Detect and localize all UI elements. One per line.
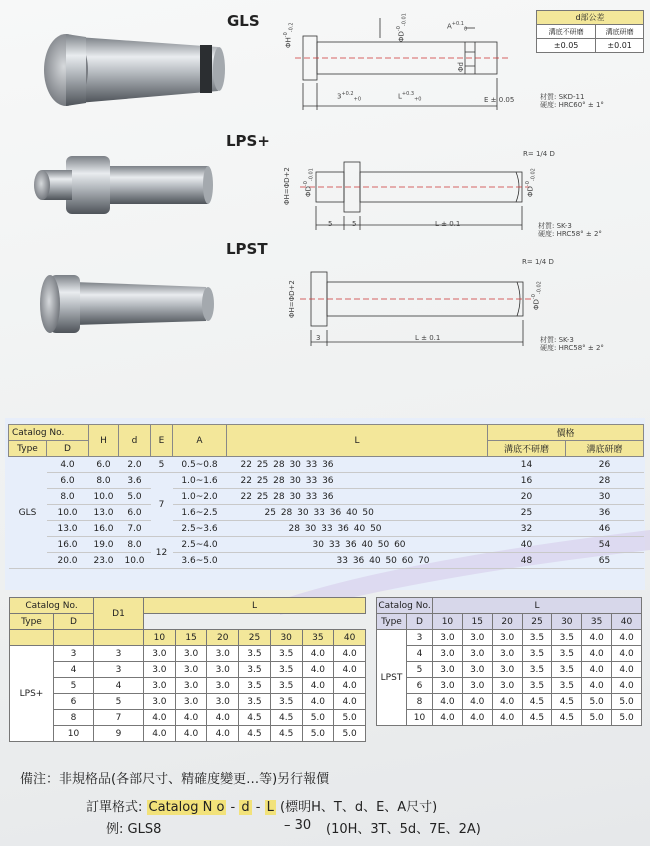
cell: 4.0	[492, 710, 522, 726]
lps-L-col: 30	[270, 630, 302, 646]
cell: 8.0	[47, 489, 89, 505]
cell: 22 25 28 30 33 36	[227, 489, 488, 505]
table-row	[10, 646, 366, 662]
gls-h-ground: 溝底研磨	[566, 441, 644, 457]
cell: 16	[488, 473, 566, 489]
lps-dim-5b: 5	[352, 220, 357, 228]
cell: 3.0	[207, 646, 239, 662]
lpst-L-col: 35	[582, 614, 612, 630]
order-d: d	[241, 800, 250, 815]
lpst-h-catalog: Catalog No.	[377, 598, 433, 614]
gls-dim-H: $\Phi H^{-0}_{-0.2}$	[283, 22, 295, 48]
cell: 4.0	[302, 662, 334, 678]
lpst-hardness: 硬度: HRC58° ± 2°	[540, 344, 604, 352]
cell: 22 25 28 30 33 36	[227, 457, 488, 473]
cell: 9	[94, 726, 144, 742]
table-row	[10, 694, 366, 710]
cell: 33 36 40 50 60 70	[227, 553, 488, 569]
lpst-L-col: 15	[462, 614, 492, 630]
table-row	[9, 553, 644, 569]
cell: 7.0	[119, 521, 151, 537]
cell: 1.6~2.5	[173, 505, 227, 521]
gls-h-H: H	[89, 425, 119, 457]
cell: 5	[151, 457, 173, 473]
cell: 10.0	[119, 553, 151, 569]
cell: 19.0	[89, 537, 119, 553]
cell: 28 30 33 36 40 50	[227, 521, 488, 537]
gls-dim-D: $\Phi D^{-0}_{-0.01}$	[396, 13, 408, 42]
cell: 4.0	[612, 678, 642, 694]
cell: 4	[94, 678, 144, 694]
cell: 46	[566, 521, 644, 537]
cell: 10	[407, 710, 433, 726]
cell: 7	[94, 710, 144, 726]
lpst-dim-D: $\Phi D^{-0}_{-0.02}$	[531, 281, 543, 310]
cell: 3.5	[239, 694, 271, 710]
lps-pin-photo	[28, 150, 228, 225]
example-L: – 30	[284, 818, 312, 833]
cell: 5.0	[334, 710, 366, 726]
gls-title: GLS	[227, 12, 260, 30]
cell: 36	[566, 505, 644, 521]
cell: 20	[488, 489, 566, 505]
lps-radius: R= 1/4 D	[523, 150, 555, 158]
lpst-table	[376, 597, 642, 726]
lps-L-col: 25	[239, 630, 271, 646]
table-row	[377, 710, 642, 726]
cell: 4.0	[334, 694, 366, 710]
lpst-dim-3: 3	[316, 334, 321, 342]
cell: 8	[407, 694, 433, 710]
cell: 4.0	[207, 726, 239, 742]
cell: 8	[54, 710, 94, 726]
cell: 3.0	[144, 678, 176, 694]
cell: 48	[488, 553, 566, 569]
table-row	[377, 694, 642, 710]
table-row	[10, 678, 366, 694]
cell: 3.0	[433, 662, 463, 678]
cell: 25	[488, 505, 566, 521]
cell: 4.0	[582, 678, 612, 694]
cell: 16.0	[89, 521, 119, 537]
cell: 10.0	[89, 489, 119, 505]
cell: 3.0	[175, 678, 207, 694]
cell: 4.0	[462, 710, 492, 726]
cell: 22 25 28 30 33 36	[227, 473, 488, 489]
cell: 14	[488, 457, 566, 473]
cell: 65	[566, 553, 644, 569]
lps-type-cell: LPS+	[10, 646, 54, 742]
cell: 2.0	[119, 457, 151, 473]
order-note: (標明H、T、d、E、A尺寸)	[280, 800, 438, 815]
cell: 4	[407, 646, 433, 662]
gls-h-price: 價格	[488, 425, 644, 441]
lps-dim-5a: 5	[328, 220, 333, 228]
order-catalog: Catalog N o	[148, 800, 225, 815]
cell: 4.0	[612, 662, 642, 678]
gls-table	[8, 424, 644, 569]
cell: 3.0	[492, 662, 522, 678]
order-L: L	[266, 800, 274, 815]
cell: 4.0	[175, 710, 207, 726]
cell: 3	[94, 646, 144, 662]
cell: 4.0	[612, 630, 642, 646]
lpst-technical-drawing	[285, 262, 540, 347]
lpst-dim-H: ΦH=ΦD+2	[288, 280, 296, 318]
cell: 5.0	[302, 710, 334, 726]
gls-h-type: Type	[9, 441, 47, 457]
lps-title: LPS+	[226, 132, 270, 150]
gls-hardness: 硬度: HRC60° ± 1°	[540, 101, 604, 109]
gls-h-catalog: Catalog No.	[9, 425, 89, 441]
cell: 28	[566, 473, 644, 489]
cell: 3.5	[522, 662, 552, 678]
cell: 4	[54, 662, 94, 678]
cell: 4.0	[433, 694, 463, 710]
example-label: 例: GLS8	[106, 822, 162, 837]
tol-unground-value: ±0.05	[537, 39, 596, 53]
cell: 3.5	[239, 678, 271, 694]
gls-h-d: d	[119, 425, 151, 457]
cell: 13.0	[89, 505, 119, 521]
cell: 3.6~5.0	[173, 553, 227, 569]
gls-dim-d: Φd	[457, 62, 465, 72]
cell: 3.0	[492, 646, 522, 662]
cell: 2.5~3.6	[173, 521, 227, 537]
cell: 4.0	[582, 630, 612, 646]
example-note: (10H、3T、5d、7E、2A)	[326, 822, 481, 837]
cell: 5.0	[582, 710, 612, 726]
footer-remark: 備注：非規格品(各部尺寸、精確度變更…等)另行報價	[20, 772, 330, 787]
lpst-L-col: 30	[552, 614, 582, 630]
cell: 4.5	[239, 726, 271, 742]
tol-col-unground: 溝底不研磨	[537, 25, 596, 39]
lpst-L-col: 20	[492, 614, 522, 630]
cell: 16.0	[47, 537, 89, 553]
table-row	[10, 726, 366, 742]
lps-dim-D1: $\Phi D^{-0}_{-0.02}$	[525, 168, 537, 197]
cell: 3	[94, 662, 144, 678]
tol-ground-value: ±0.01	[596, 39, 644, 53]
cell: 3.0	[492, 678, 522, 694]
cell: 3.5	[552, 646, 582, 662]
cell: 4.5	[522, 710, 552, 726]
cell: 8.0	[89, 473, 119, 489]
lps-hardness: 硬度: HRC58° ± 2°	[538, 230, 602, 238]
table-row	[9, 505, 644, 521]
cell: 3.0	[144, 646, 176, 662]
cell: 30 33 36 40 50 60	[227, 537, 488, 553]
cell: 4.0	[47, 457, 89, 473]
cell: 3.0	[207, 694, 239, 710]
lps-h-L: L	[144, 598, 366, 614]
lpst-h-L: L	[433, 598, 642, 614]
order-dash-1: -	[230, 800, 236, 815]
table-row	[10, 662, 366, 678]
cell: 4.0	[334, 662, 366, 678]
cell: 1.0~1.6	[173, 473, 227, 489]
cell: 4.0	[302, 646, 334, 662]
lpst-h-D: D	[407, 614, 433, 630]
cell: 4.0	[582, 662, 612, 678]
lps-L-col: 20	[207, 630, 239, 646]
cell: 3.5	[552, 678, 582, 694]
cell: 3.0	[433, 630, 463, 646]
lps-h-catalog: Catalog No.	[10, 598, 94, 614]
cell: 3.5	[522, 646, 552, 662]
table-row	[9, 537, 644, 553]
cell: 4.0	[462, 694, 492, 710]
lps-material: 材質: SK-3	[538, 222, 572, 230]
cell: 4.0	[334, 678, 366, 694]
table-row	[9, 489, 644, 505]
lpst-material: 材質: SK-3	[540, 336, 574, 344]
cell: 3.5	[552, 662, 582, 678]
cell: 2.5~4.0	[173, 537, 227, 553]
cell: 4.0	[302, 694, 334, 710]
cell: 3.0	[462, 630, 492, 646]
cell: 20.0	[47, 553, 89, 569]
lps-h-type: Type	[10, 614, 54, 630]
cell: 8.0	[119, 537, 151, 553]
cell: 3.0	[492, 630, 522, 646]
cell: 3.0	[462, 678, 492, 694]
cell: 4.0	[144, 710, 176, 726]
cell: 3.5	[270, 646, 302, 662]
cell: 3.5	[522, 630, 552, 646]
cell: 3.0	[462, 646, 492, 662]
lpst-h-type: Type	[377, 614, 407, 630]
lpst-type-cell: LPST	[377, 630, 407, 726]
cell: 5.0	[582, 694, 612, 710]
cell: 3.5	[239, 646, 271, 662]
gls-pin-photo	[38, 25, 238, 115]
cell: 10.0	[47, 505, 89, 521]
cell: 3	[54, 646, 94, 662]
cell: 3.5	[239, 662, 271, 678]
lpst-title: LPST	[226, 240, 268, 258]
gls-dim-E: E ± 0.05	[484, 96, 515, 104]
lps-table	[9, 597, 366, 742]
cell: 5	[407, 662, 433, 678]
cell: 3.0	[207, 662, 239, 678]
gls-h-unground: 溝底不研磨	[488, 441, 566, 457]
cell: 4.0	[175, 726, 207, 742]
cell: 4.0	[612, 646, 642, 662]
cell: 3.5	[270, 678, 302, 694]
cell: 4.0	[207, 710, 239, 726]
gls-h-L: L	[227, 425, 488, 457]
gls-h-D: D	[47, 441, 89, 457]
lps-technical-drawing	[280, 150, 540, 235]
cell: 4.5	[552, 694, 582, 710]
order-format-line	[86, 796, 437, 815]
cell: 3.0	[433, 678, 463, 694]
cell: 3.5	[522, 678, 552, 694]
cell: 3.5	[270, 662, 302, 678]
cell: 12	[151, 537, 173, 569]
cell: 30	[566, 489, 644, 505]
lps-h-D1: D1	[94, 598, 144, 630]
cell: 4.5	[270, 726, 302, 742]
gls-dim-3: $3^{+0.2}_{+0}$	[337, 91, 361, 103]
cell: 4.5	[552, 710, 582, 726]
cell: 5	[54, 678, 94, 694]
cell: 54	[566, 537, 644, 553]
cell: 5.0	[612, 710, 642, 726]
cell: 3.0	[144, 694, 176, 710]
cell: 3.0	[433, 646, 463, 662]
gls-dim-L: $L^{+0.3}_{+0}$	[398, 91, 422, 103]
cell: 10	[54, 726, 94, 742]
cell: 13.0	[47, 521, 89, 537]
cell: 6	[54, 694, 94, 710]
cell: 3.5	[270, 694, 302, 710]
gls-type-cell: GLS	[9, 457, 47, 569]
cell: 6.0	[119, 505, 151, 521]
cell: 26	[566, 457, 644, 473]
lps-dim-H: ΦH=ΦD+2	[283, 167, 291, 205]
cell: 6	[407, 678, 433, 694]
cell: 3.0	[175, 646, 207, 662]
cell: 4.5	[239, 710, 271, 726]
lpst-radius: R= 1/4 D	[522, 258, 554, 266]
cell: 25 28 30 33 36 40 50	[227, 505, 488, 521]
cell: 5.0	[119, 489, 151, 505]
cell: 32	[488, 521, 566, 537]
order-label: 訂單格式:	[86, 800, 143, 815]
cell: 1.0~2.0	[173, 489, 227, 505]
lpst-L-col: 40	[612, 614, 642, 630]
cell: 0.5~0.8	[173, 457, 227, 473]
cell: 3.0	[175, 694, 207, 710]
cell: 40	[488, 537, 566, 553]
lps-dim-D: $\Phi D^{-0}_{-0.01}$	[303, 168, 315, 197]
cell: 6.0	[47, 473, 89, 489]
table-row	[9, 521, 644, 537]
cell: 4.0	[492, 694, 522, 710]
lpst-L-col: 10	[433, 614, 463, 630]
cell: 4.0	[302, 678, 334, 694]
tol-col-ground: 溝底研磨	[596, 25, 644, 39]
cell: 4.5	[270, 710, 302, 726]
gls-h-E: E	[151, 425, 173, 457]
cell: 3.0	[144, 662, 176, 678]
cell: 3.5	[552, 630, 582, 646]
cell: 4.0	[144, 726, 176, 742]
table-row	[10, 710, 366, 726]
lps-L-col: 35	[302, 630, 334, 646]
lpst-dim-L: L ± 0.1	[415, 334, 441, 342]
lps-L-col: 40	[334, 630, 366, 646]
cell: 3.0	[175, 662, 207, 678]
cell: 3.0	[462, 662, 492, 678]
cell: 4.0	[433, 710, 463, 726]
cell: 3.6	[119, 473, 151, 489]
table-row	[377, 630, 642, 646]
lpst-L-col: 25	[522, 614, 552, 630]
cell: 5.0	[334, 726, 366, 742]
cell: 5	[94, 694, 144, 710]
d-tolerance-header: d部公差	[537, 11, 644, 25]
lps-L-col: 15	[175, 630, 207, 646]
cell: 7	[151, 473, 173, 537]
table-row	[9, 473, 644, 489]
cell: 6.0	[89, 457, 119, 473]
gls-material: 材質: SKD-11	[540, 93, 585, 101]
cell: 5.0	[302, 726, 334, 742]
lpst-pin-photo	[38, 265, 228, 340]
gls-dim-A: $A^{+0.1}_0$	[447, 21, 468, 33]
table-row	[377, 662, 642, 678]
table-row	[377, 678, 642, 694]
cell: 23.0	[89, 553, 119, 569]
d-tolerance-table	[536, 10, 644, 53]
lps-h-D: D	[54, 614, 94, 630]
lps-L-col: 10	[144, 630, 176, 646]
cell: 3	[407, 630, 433, 646]
table-row	[377, 646, 642, 662]
cell: 4.0	[334, 646, 366, 662]
cell: 5.0	[612, 694, 642, 710]
gls-h-A: A	[173, 425, 227, 457]
table-row	[9, 457, 644, 473]
cell: 4.0	[582, 646, 612, 662]
order-dash-2: -	[255, 800, 261, 815]
cell: 3.0	[207, 678, 239, 694]
lps-dim-L: L ± 0.1	[435, 220, 461, 228]
cell: 4.5	[522, 694, 552, 710]
